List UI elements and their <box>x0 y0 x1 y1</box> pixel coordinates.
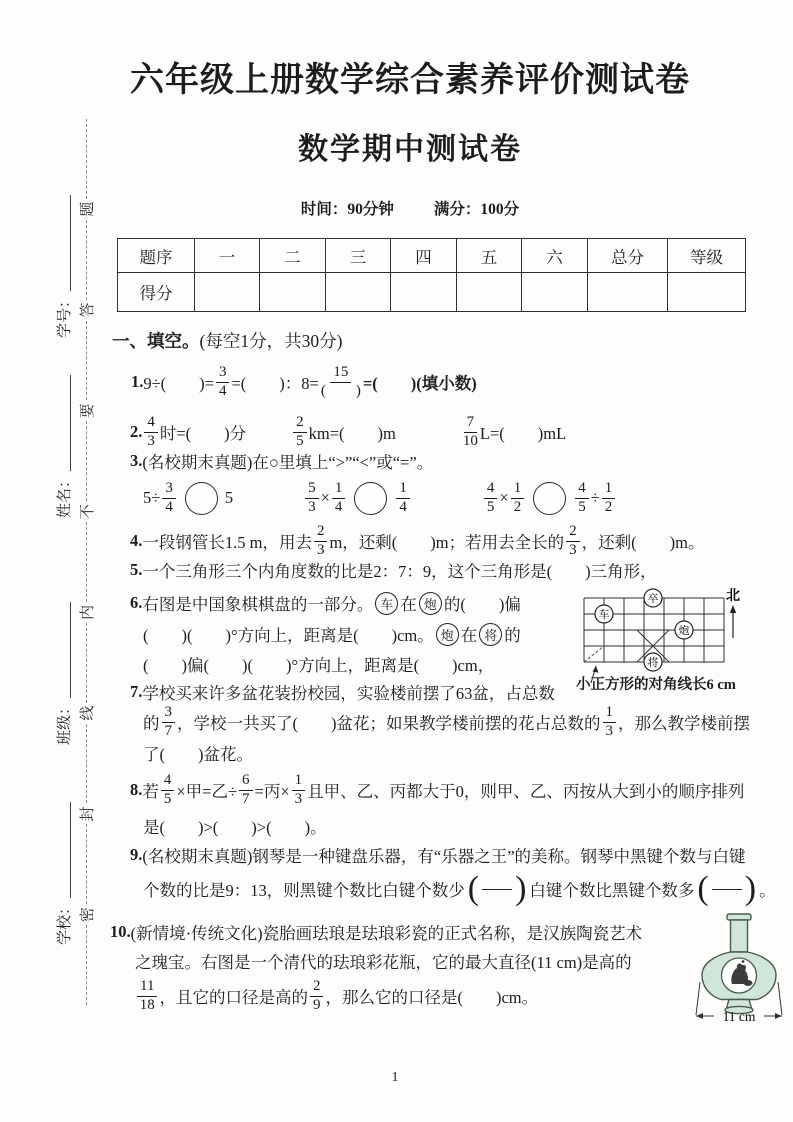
comparison-circle <box>533 482 566 515</box>
question-3-expressions: 5÷ $\frac{3}{4}$ 5 $\frac{5}{3}$ × $\frac{1}{4}$ $\frac{1}{4}$ $\frac{4}{5}$ × $\frac{1}{2}$ $\frac{4}{5}$ ÷ $\frac{1}{2}$ <box>143 480 617 516</box>
pawn-piece: 卒 <box>647 592 659 605</box>
north-label: 北 <box>726 589 740 604</box>
score-cell <box>391 273 457 312</box>
section1-note: (每空1分，共30分) <box>199 330 343 351</box>
seal-char: 密 <box>79 907 96 923</box>
question-8-line2: 是( )>( )>( )。 <box>143 818 327 837</box>
header-cell: 一 <box>195 239 260 273</box>
seal-char: 内 <box>79 604 96 620</box>
section1-heading <box>112 323 342 357</box>
score-table-header-row <box>118 239 746 273</box>
score-cell <box>588 273 668 312</box>
class-label: 班级： <box>56 699 73 745</box>
header-cell: 四 <box>391 239 457 273</box>
header-cell: 题序 <box>118 239 195 273</box>
square-diagonal-dashed-line <box>584 646 604 662</box>
seal-char: 线 <box>79 705 96 721</box>
school-label: 学校： <box>56 899 73 945</box>
north-arrow-icon <box>726 588 740 638</box>
chess-piece-inline: 将 <box>479 623 502 646</box>
score-cell <box>195 273 260 312</box>
question-1: 1. 9÷( )= $\frac{3}{4}$ =( )：8= $\frac{15}{( )}$ =( )(填小数) <box>131 363 477 399</box>
score-cell <box>326 273 391 312</box>
class-blank <box>56 602 71 698</box>
question-10-line1: 10. (新情境·传统文化)瓷胎画珐琅是珐琅彩瓷的正式名称，是汉族陶瓷艺术 <box>110 922 643 943</box>
question-3-intro: 3. (名校期末真题)在○里填上“>”“<”或“=”。 <box>130 451 434 472</box>
fraction-blank: ( ) <box>697 870 757 907</box>
section1-title: 一、填空。 <box>112 330 200 351</box>
question-7-line1: 7. 学校买来许多盆花装扮校园，实验楼前摆了63盆，占总数 <box>130 682 555 703</box>
name-field <box>52 375 74 518</box>
comparison-circle <box>185 482 218 515</box>
general-piece: 将 <box>647 656 659 669</box>
score-cell <box>668 273 746 312</box>
question-10-line2: 之瑰宝。右图是一个清代的珐琅彩花瓶，它的最大直径(11 cm)是高的 <box>135 953 632 972</box>
seal-char: 封 <box>79 806 96 822</box>
class-field <box>52 602 74 745</box>
student-id-field <box>52 195 74 338</box>
page-subtitle: 数学期中测试卷 <box>298 133 522 166</box>
exam-meta <box>100 197 720 219</box>
question-7-line3: 了( )盆花。 <box>143 745 253 764</box>
vase-figure <box>692 912 792 1024</box>
seal-char: 不 <box>79 504 96 520</box>
student-id-blank <box>56 195 71 291</box>
question-9-line1: 9. (名校期末真题)钢琴是一种键盘乐器，有“乐器之王”的美称。钢琴中黑键个数与白键 <box>130 845 746 866</box>
student-id-label: 学号： <box>56 292 73 338</box>
page-number: 1 <box>391 1070 399 1085</box>
chess-piece-inline: 炮 <box>436 623 459 646</box>
score-row-label: 得分 <box>118 273 195 312</box>
question-4: 4. 一段钢管长1.5 m，用去 $\frac{2}{3}$ m，还剩( )m；若用去全长的 $\frac{2}{3}$ ，还剩( )m。 <box>130 522 705 558</box>
vase-diameter-label: 11 cm <box>722 1009 756 1024</box>
score-cell <box>457 273 522 312</box>
chess-caption: 小正方形的对角线长6 cm <box>576 677 736 693</box>
score-table <box>117 238 746 312</box>
question-6-line1: 6. 右图是中国象棋棋盘的一部分。 车 在 炮 的( )偏 <box>130 593 521 614</box>
chess-piece-inline: 车 <box>375 592 398 615</box>
seal-line <box>76 116 96 1008</box>
header-cell: 三 <box>326 239 391 273</box>
name-label: 姓名： <box>56 472 73 518</box>
seal-char: 要 <box>79 403 96 419</box>
school-blank <box>56 802 71 898</box>
seal-char: 题 <box>79 201 96 217</box>
question-9-line2: 个数的比是9：13，则黑键个数比白键个数少 ( ) 白键个数比黑键个数多 ( ) 。 <box>143 870 776 907</box>
question-6-line3: ( )偏( )( )°方向上，距离是( )cm， <box>143 656 495 675</box>
question-5: 5. 一个三角形三个内角度数的比是2：7：9，这个三角形是( )三角形， <box>130 560 657 581</box>
cannon-piece: 炮 <box>678 624 690 637</box>
full-score: 满分：100分 <box>433 201 520 218</box>
comparison-circle <box>354 482 387 515</box>
seal-char: 答 <box>79 302 96 318</box>
score-cell <box>522 273 588 312</box>
header-cell: 等级 <box>668 239 746 273</box>
rook-piece: 车 <box>598 608 610 621</box>
header-cell: 总分 <box>588 239 668 273</box>
header-cell: 五 <box>457 239 522 273</box>
header-cell: 六 <box>522 239 588 273</box>
question-6-line2: ( )( )°方向上，距离是( )cm。 炮 在 将 的 <box>143 619 521 649</box>
question-2: 2. $\frac{4}{3}$ 时=( )分 $\frac{2}{5}$ km=( )m $\frac{7}{10}$ L=( )mL <box>130 413 567 449</box>
question-10-line3: $\frac{11}{18}$ ，且它的口径是高的 $\frac{2}{9}$ ，那么它的口径是( )cm。 <box>135 977 538 1015</box>
question-7-line2: 的 $\frac{3}{7}$ ，学校一共买了( )盆花；如果教学楼前摆的花占总数的 $\frac{1}{3}$ ，那么教学楼前摆 <box>143 703 750 739</box>
school-field <box>52 802 74 945</box>
fraction-blank: ( ) <box>467 870 527 907</box>
time-limit: 时间：90分钟 <box>300 201 394 218</box>
score-cell <box>260 273 326 312</box>
page-title: 六年级上册数学综合素养评价测试卷 <box>130 62 690 99</box>
question-8-line1: 8. 若 $\frac{4}{5}$ ×甲=乙÷ $\frac{6}{7}$ =丙× $\frac{1}{3}$ 且甲、乙、丙都大于0，则甲、乙、丙按从大到小的顺序排列 <box>130 771 745 807</box>
score-table-score-row <box>118 273 746 312</box>
header-cell: 二 <box>260 239 326 273</box>
name-blank <box>56 375 71 471</box>
chess-piece-inline: 炮 <box>419 592 442 615</box>
